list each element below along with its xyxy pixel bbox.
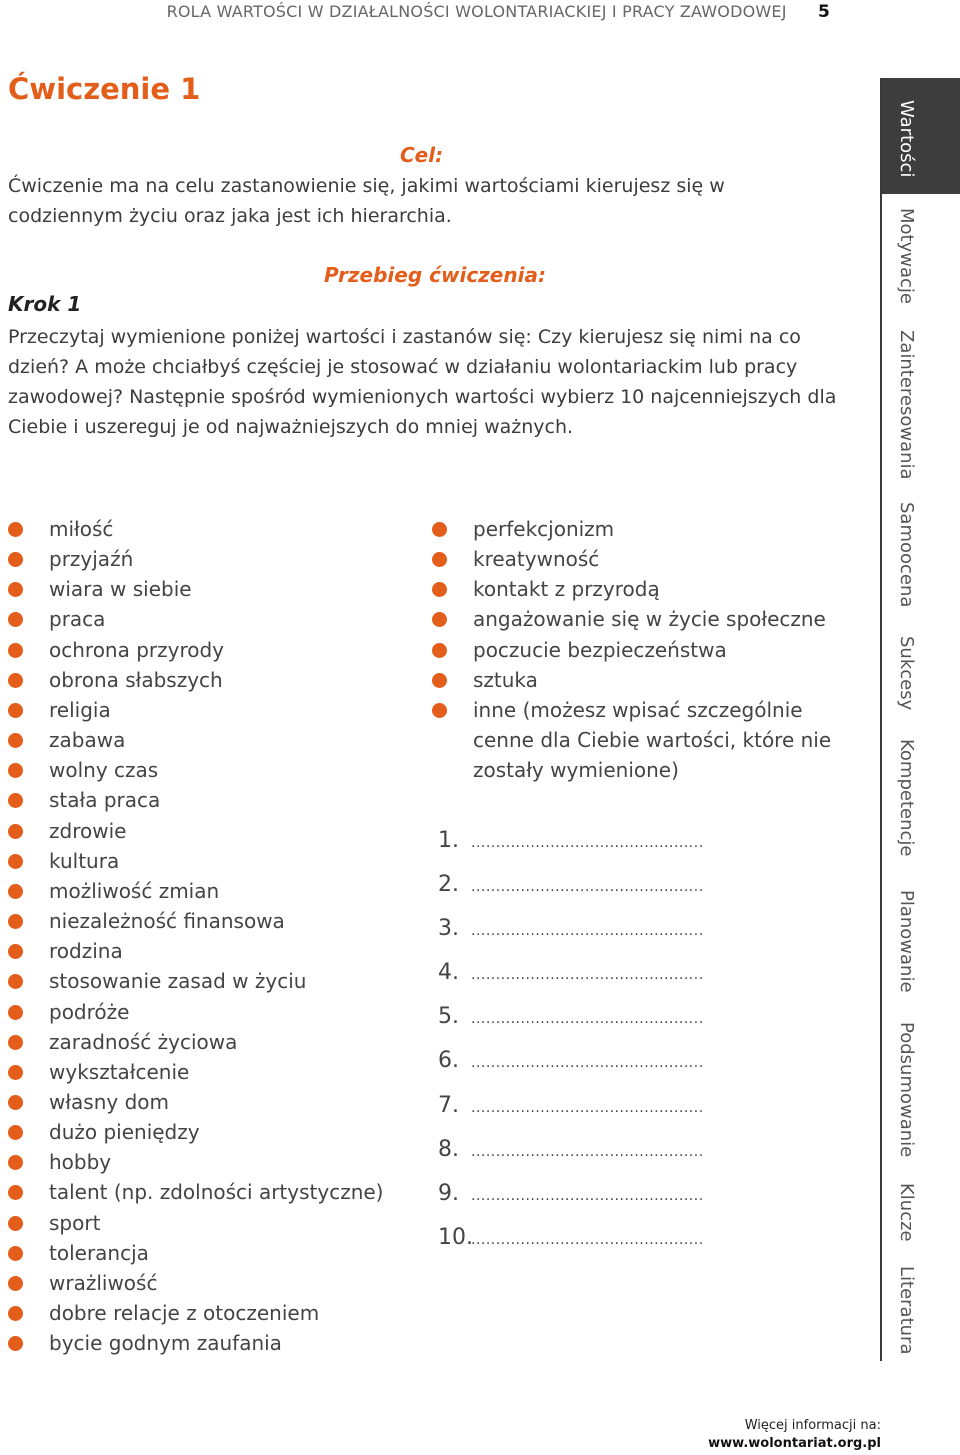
- value-item: [8, 1268, 383, 1298]
- bullet-icon: [8, 703, 23, 718]
- value-label: wolny czas: [49, 758, 159, 783]
- value-label: inne (możesz wpisać szczególnie cenne dla Ciebie wartości, które nie zostały wymienione): [473, 697, 832, 783]
- step-title: Krok 1: [8, 292, 82, 316]
- value-item: [8, 1027, 383, 1057]
- bullet-icon: [432, 703, 447, 718]
- bullet-icon: [8, 914, 23, 929]
- bullet-icon: [432, 582, 447, 597]
- value-label: religia: [49, 697, 111, 722]
- value-item: [8, 574, 383, 604]
- bullet-icon: [8, 1276, 23, 1291]
- ranking-blank[interactable]: ...............................................: [471, 1143, 704, 1160]
- value-item: [8, 665, 383, 695]
- value-label: sztuka: [473, 667, 538, 692]
- ranking-row[interactable]: [438, 1004, 704, 1048]
- value-item: [8, 1057, 383, 1087]
- ranking-blank[interactable]: ...............................................: [471, 879, 704, 896]
- bullet-icon: [432, 673, 447, 688]
- value-item: [8, 1298, 383, 1328]
- value-label: podróże: [49, 999, 130, 1024]
- value-label: własny dom: [49, 1089, 169, 1114]
- ranking-blank[interactable]: ...............................................: [471, 1187, 704, 1204]
- bullet-icon: [8, 733, 23, 748]
- ranking-row[interactable]: [438, 1048, 704, 1092]
- ranking-row[interactable]: [438, 1093, 704, 1137]
- value-label: talent (np. zdolności artystyczne): [49, 1180, 384, 1205]
- bullet-icon: [8, 673, 23, 688]
- footer-url[interactable]: www.wolontariat.org.pl: [708, 1436, 881, 1451]
- ranking-number: 9.: [438, 1180, 459, 1206]
- value-label: angażowanie się w życie społeczne: [473, 607, 826, 632]
- value-label: kultura: [49, 848, 120, 873]
- value-label: perfekcjonizm: [473, 517, 615, 541]
- bullet-icon: [432, 612, 447, 627]
- sidebar-tab-klucze[interactable]: Klucze: [896, 1183, 917, 1242]
- bullet-icon: [8, 1005, 23, 1020]
- value-item: [8, 816, 383, 846]
- bullet-icon: [8, 1246, 23, 1261]
- bullet-icon: [8, 1065, 23, 1080]
- procedure-heading: Przebieg ćwiczenia:: [324, 263, 546, 287]
- value-label: ochrona przyrody: [49, 637, 225, 662]
- value-item: [432, 514, 842, 544]
- sidebar-tab-podsumowanie[interactable]: Podsumowanie: [896, 1022, 917, 1158]
- ranking-number: 1.: [438, 828, 459, 853]
- ranking-row[interactable]: [438, 828, 704, 872]
- bullet-icon: [8, 522, 23, 537]
- step-text: Przeczytaj wymienione poniżej wartości i zastanów się: Czy kierujesz się nimi na co dzień? A może chciałbyś częściej je stosować w działaniu wolontariackim lub pracy zawodowej? Następnie spośród wymienionych wartości wybierz 10 najcenniejszych dla Ciebie i uszereguj je od najważniejszych do mniej ważnych.: [8, 326, 837, 438]
- ranking-blank[interactable]: ...............................................: [471, 1099, 704, 1116]
- bullet-icon: [8, 1155, 23, 1170]
- value-label: stała praca: [49, 788, 161, 813]
- bullet-icon: [8, 1336, 23, 1351]
- bullet-icon: [8, 793, 23, 808]
- value-label: kreatywność: [473, 547, 600, 572]
- value-item: [432, 635, 842, 665]
- bullet-icon: [8, 1306, 23, 1321]
- value-item: [8, 1328, 383, 1358]
- ranking-blank[interactable]: ...............................................: [471, 1231, 704, 1248]
- value-item: [8, 936, 383, 966]
- value-label: zaradność życiowa: [49, 1029, 238, 1054]
- value-item: [8, 604, 383, 634]
- value-label: kontakt z przyrodą: [473, 577, 660, 602]
- value-item: [8, 1238, 383, 1268]
- value-label: przyjaźń: [49, 547, 134, 572]
- sidebar-tab-samoocena[interactable]: Samoocena: [896, 502, 917, 608]
- sidebar-tab-zainteresowania[interactable]: Zainteresowania: [896, 330, 917, 480]
- ranking-blank[interactable]: ...............................................: [471, 967, 704, 984]
- ranking-blank[interactable]: ...............................................: [471, 923, 704, 940]
- ranking-number: 7.: [438, 1092, 459, 1118]
- bullet-icon: [8, 582, 23, 597]
- ranking-row[interactable]: [438, 1225, 704, 1269]
- value-label: zabawa: [49, 728, 126, 753]
- value-item: [8, 695, 383, 725]
- ranking-blank[interactable]: ...............................................: [471, 835, 704, 851]
- value-label: sport: [49, 1210, 101, 1235]
- value-label: poczucie bezpieczeństwa: [473, 637, 727, 662]
- ranking-row[interactable]: [438, 960, 704, 1004]
- value-label: stosowanie zasad w życiu: [49, 969, 307, 994]
- ranking-row[interactable]: [438, 872, 704, 916]
- bullet-icon: [8, 974, 23, 989]
- sidebar-tab-wartosci[interactable]: Wartości: [896, 100, 917, 178]
- bullet-icon: [8, 884, 23, 899]
- bullet-icon: [432, 643, 447, 658]
- value-item: [432, 574, 842, 604]
- value-item: [8, 725, 383, 755]
- values-list-right: [432, 514, 842, 785]
- ranking-blank[interactable]: ...............................................: [471, 1011, 704, 1028]
- bullet-icon: [8, 1216, 23, 1231]
- bullet-icon: [8, 763, 23, 778]
- bullet-icon: [432, 552, 447, 567]
- value-item: [432, 544, 842, 574]
- value-item: [8, 544, 383, 574]
- value-label: dobre relacje z otoczeniem: [49, 1301, 320, 1326]
- value-item: [432, 604, 842, 634]
- bullet-icon: [8, 1095, 23, 1110]
- running-header: [167, 2, 830, 24]
- ranking-number: 4.: [438, 960, 459, 986]
- ranking-blank[interactable]: ...............................................: [471, 1055, 704, 1072]
- value-label: możliwość zmian: [49, 878, 220, 903]
- value-item: [432, 695, 832, 785]
- bullet-icon: [8, 612, 23, 627]
- ranking-number: 3.: [438, 916, 459, 942]
- value-item: [8, 1147, 383, 1177]
- value-label: dużo pieniędzy: [49, 1120, 200, 1145]
- value-item: [8, 846, 383, 876]
- value-item: [8, 1087, 383, 1117]
- ranking-number: 10.: [438, 1224, 473, 1250]
- value-item: [8, 876, 383, 906]
- running-header-title: ROLA WARTOŚCI W DZIAŁALNOŚCI WOLONTARIACKIEJ I PRACY ZAWODOWEJ: [166, 2, 787, 21]
- value-label: niezależność finansowa: [49, 909, 285, 934]
- value-label: hobby: [49, 1150, 112, 1175]
- value-item: [8, 966, 383, 996]
- value-label: obrona słabszych: [49, 667, 223, 692]
- bullet-icon: [8, 643, 23, 658]
- value-item: [8, 635, 383, 665]
- value-item: [8, 997, 383, 1027]
- bullet-icon: [8, 552, 23, 567]
- value-label: wykształcenie: [49, 1059, 190, 1084]
- footer-note: Więcej informacji na:: [744, 1418, 881, 1433]
- ranking-row[interactable]: [438, 1181, 704, 1225]
- sidebar-tab-sukcesy[interactable]: Sukcesy: [896, 636, 917, 711]
- bullet-icon: [8, 1035, 23, 1050]
- chapter-sidebar: [880, 78, 960, 1361]
- values-list-left: [8, 514, 383, 1358]
- ranking-number: 6.: [438, 1048, 459, 1074]
- ranking-number: 2.: [438, 872, 459, 898]
- ranking-number: 5.: [438, 1004, 459, 1030]
- value-label: bycie godnym zaufania: [49, 1331, 282, 1356]
- goal-text: Ćwiczenie ma na celu zastanowienie się, jakimi wartościami kierujesz się w codziennym życiu oraz jaka jest ich hierarchia.: [8, 175, 725, 227]
- ranking-row[interactable]: [438, 916, 704, 960]
- sidebar-tab-planowanie[interactable]: Planowanie: [896, 890, 917, 993]
- bullet-icon: [8, 854, 23, 869]
- sidebar-tab-literatura[interactable]: Literatura: [896, 1266, 917, 1355]
- value-label: tolerancja: [49, 1240, 149, 1265]
- value-item: [8, 1117, 383, 1147]
- bullet-icon: [432, 522, 447, 537]
- value-label: praca: [49, 607, 106, 632]
- goal-heading: Cel:: [400, 143, 444, 167]
- bullet-icon: [8, 824, 23, 839]
- page-number: 5: [817, 2, 830, 22]
- sidebar-tab-motywacje[interactable]: Motywacje: [896, 208, 917, 304]
- bullet-icon: [8, 944, 23, 959]
- value-item: [8, 785, 383, 815]
- value-label: wiara w siebie: [49, 577, 192, 602]
- sidebar-tab-kompetencje[interactable]: Kompetencje: [896, 739, 917, 857]
- value-item: [8, 1208, 383, 1238]
- value-label: rodzina: [49, 939, 123, 964]
- value-item: [8, 514, 383, 544]
- ranking-row[interactable]: [438, 1137, 704, 1181]
- ranking-number: 8.: [438, 1136, 459, 1162]
- value-item: [8, 1177, 383, 1207]
- value-item: [8, 906, 383, 936]
- bullet-icon: [8, 1125, 23, 1140]
- exercise-title: Ćwiczenie 1: [8, 72, 201, 106]
- value-label: miłość: [49, 517, 114, 541]
- value-label: wrażliwość: [49, 1270, 158, 1295]
- ranking-list: [438, 828, 704, 1269]
- value-item: [432, 665, 842, 695]
- value-label: zdrowie: [49, 818, 127, 843]
- bullet-icon: [8, 1185, 23, 1200]
- value-item: [8, 755, 383, 785]
